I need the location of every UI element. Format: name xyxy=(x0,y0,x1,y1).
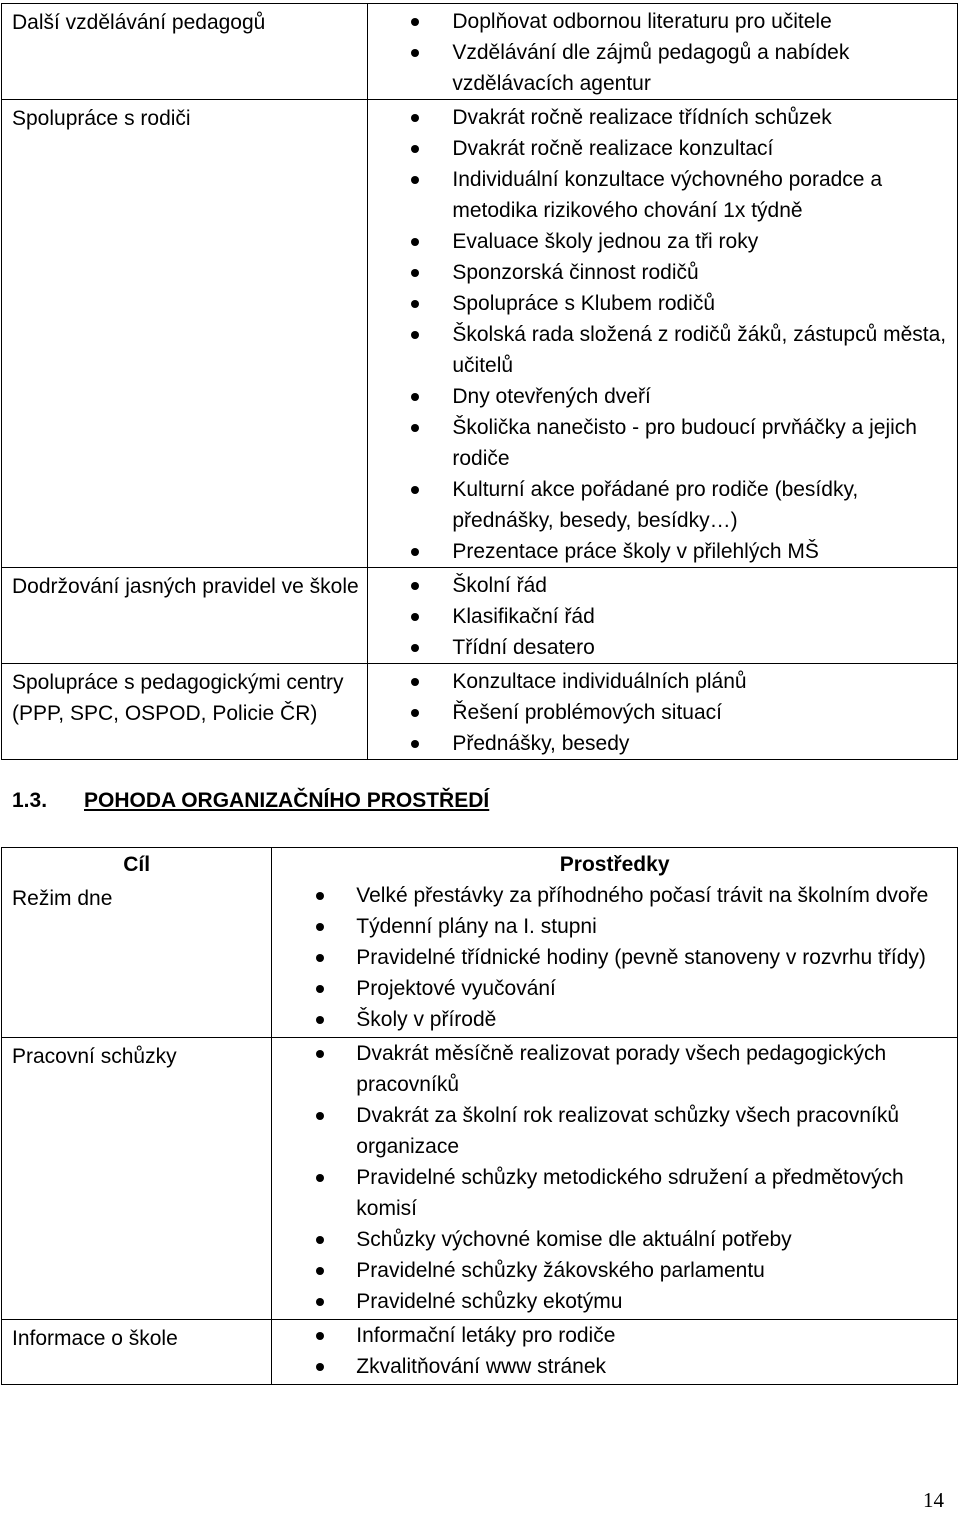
means-cell xyxy=(368,568,958,664)
goal-cell: Pracovní schůzky xyxy=(2,1038,272,1320)
list-item: Projektové vyučování xyxy=(356,973,957,1004)
table-row xyxy=(2,880,958,1038)
school-goals-table-body xyxy=(2,4,958,760)
list-item: Přednášky, besedy xyxy=(452,728,957,759)
list-item: Školička nanečisto - pro budoucí prvňáčky a jejich rodiče xyxy=(452,412,957,474)
list-item: Dvakrát ročně realizace třídních schůzek xyxy=(452,102,957,133)
list-item: Vzdělávání dle zájmů pedagogů a nabídek vzdělávacích agentur xyxy=(452,37,957,99)
list-item: Velké přestávky za příhodného počasí trávit na školním dvoře xyxy=(356,880,957,911)
school-goals-table xyxy=(1,3,958,760)
header-goal: Cíl xyxy=(2,848,272,881)
means-cell xyxy=(272,1038,958,1320)
table-row xyxy=(2,4,958,100)
list-item: Třídní desatero xyxy=(452,632,957,663)
bullet-list xyxy=(272,880,957,1037)
list-item: Pravidelné schůzky metodického sdružení a předmětových komisí xyxy=(356,1162,957,1224)
bullet-list xyxy=(368,664,957,759)
means-cell xyxy=(368,4,958,100)
goal-cell: Spolupráce s rodiči xyxy=(2,100,368,568)
table-header-row xyxy=(2,848,958,881)
list-item: Informační letáky pro rodiče xyxy=(356,1320,957,1351)
list-item: Spolupráce s Klubem rodičů xyxy=(452,288,957,319)
goal-cell: Informace o škole xyxy=(2,1320,272,1385)
organizational-environment-table-body xyxy=(2,848,958,1385)
list-item: Týdenní plány na I. stupni xyxy=(356,911,957,942)
list-item: Dny otevřených dveří xyxy=(452,381,957,412)
list-item: Schůzky výchovné komise dle aktuální potřeby xyxy=(356,1224,957,1255)
list-item: Sponzorská činnost rodičů xyxy=(452,257,957,288)
goal-cell: Další vzdělávání pedagogů xyxy=(2,4,368,100)
means-cell xyxy=(368,100,958,568)
section-heading xyxy=(12,786,489,816)
header-means: Prostředky xyxy=(272,848,958,881)
goal-cell: Spolupráce s pedagogickými centry (PPP, SPC, OSPOD, Policie ČR) xyxy=(2,664,368,760)
list-item: Dvakrát ročně realizace konzultací xyxy=(452,133,957,164)
bullet-list xyxy=(368,4,957,99)
list-item: Konzultace individuálních plánů xyxy=(452,666,957,697)
list-item: Individuální konzultace výchovného poradce a metodika rizikového chování 1x týdně xyxy=(452,164,957,226)
bullet-list xyxy=(368,100,957,567)
table-row xyxy=(2,568,958,664)
section-title: POHODA ORGANIZAČNÍHO PROSTŘEDÍ xyxy=(84,789,490,812)
list-item: Dvakrát za školní rok realizovat schůzky všech pracovníků organizace xyxy=(356,1100,957,1162)
goal-cell: Režim dne xyxy=(2,880,272,1038)
list-item: Kulturní akce pořádané pro rodiče (besídky, přednášky, besedy, besídky…) xyxy=(452,474,957,536)
bullet-list xyxy=(368,568,957,663)
bullet-list xyxy=(272,1038,957,1319)
table-row xyxy=(2,664,958,760)
means-cell xyxy=(368,664,958,760)
means-cell xyxy=(272,1320,958,1385)
list-item: Evaluace školy jednou za tři roky xyxy=(452,226,957,257)
organizational-environment-table xyxy=(1,847,958,1385)
list-item: Školní řád xyxy=(452,570,957,601)
list-item: Školy v přírodě xyxy=(356,1004,957,1035)
page-number: 14 xyxy=(923,1488,944,1512)
goal-cell: Dodržování jasných pravidel ve škole xyxy=(2,568,368,664)
list-item: Prezentace práce školy v přilehlých MŠ xyxy=(452,536,957,567)
list-item: Doplňovat odbornou literaturu pro učitele xyxy=(452,6,957,37)
list-item: Zkvalitňování www stránek xyxy=(356,1351,957,1382)
list-item: Dvakrát měsíčně realizovat porady všech pedagogických pracovníků xyxy=(356,1038,957,1100)
list-item: Řešení problémových situací xyxy=(452,697,957,728)
list-item: Pravidelné schůzky ekotýmu xyxy=(356,1286,957,1317)
list-item: Klasifikační řád xyxy=(452,601,957,632)
list-item: Pravidelné třídnické hodiny (pevně stanoveny v rozvrhu třídy) xyxy=(356,942,957,973)
list-item: Školská rada složená z rodičů žáků, zástupců města, učitelů xyxy=(452,319,957,381)
table-row xyxy=(2,1320,958,1385)
bullet-list xyxy=(272,1320,957,1384)
means-cell xyxy=(272,880,958,1038)
list-item: Pravidelné schůzky žákovského parlamentu xyxy=(356,1255,957,1286)
table-row xyxy=(2,1038,958,1320)
table-row xyxy=(2,100,958,568)
section-number: 1.3. xyxy=(12,789,48,812)
